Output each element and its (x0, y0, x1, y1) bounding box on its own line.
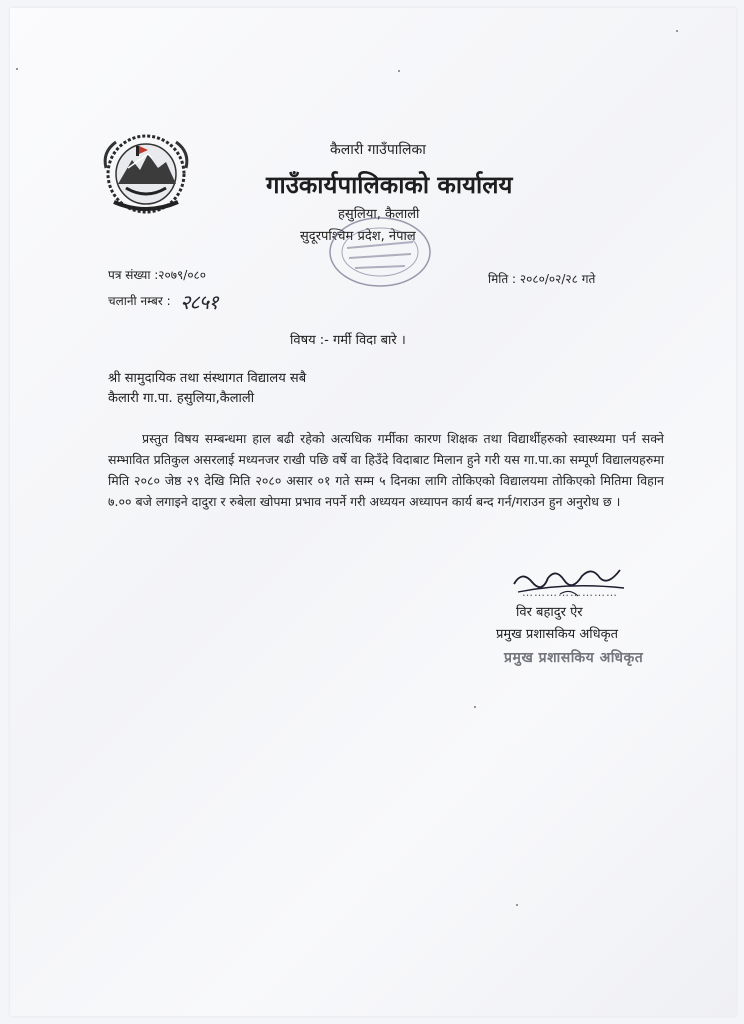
signature-dotted-line: …………………… (522, 586, 618, 599)
recipient-line1: श्री सामुदायिक तथा संस्थागत विद्यालय सबै (108, 371, 307, 386)
letter-date: मिति : २०८०/०२/२८ गते (488, 272, 596, 286)
office-title: गाउँकार्यपालिकाको कार्यालय (266, 171, 513, 199)
paper-speck (16, 68, 18, 70)
paper-speck (676, 30, 678, 32)
paper-speck (516, 904, 518, 906)
municipality-name: कैलारी गाउँपालिका (330, 142, 426, 158)
paper-speck (398, 70, 400, 72)
signatory-name: विर बहादुर ऐर (516, 605, 583, 620)
dispatch-number-label: चलानी नम्बर : (108, 294, 171, 308)
nepal-emblem-icon (96, 128, 196, 220)
letter-number: पत्र संख्या :२०७९/०८० (108, 268, 207, 282)
paper-speck (474, 706, 476, 708)
office-seal-stamp (325, 212, 435, 292)
office-address-line2: सुदूरपश्चिम प्रदेश, नेपाल (300, 229, 416, 244)
office-address-line1: हसुलिया, कैलाली (338, 207, 420, 222)
letter-body: प्रस्तुत विषय सम्बन्धमा हाल बढी रहेको अत्यधिक गर्मीका कारण शिक्षक तथा विद्यार्थीहरुको स्वास्थ्यमा पर्न सक्ने सम्भावित प्रतिकुल असरलाई मध्यनजर राखी पछि वर्षे वा हिउँदे विदाबाट मिलान हुने गरी यस गा.पा.का सम्पूर्ण विद्यालयहरुमा मिति २०८० जेष्ठ २९ देखि मिति २०८० असार ०१ गते सम्म ५ दिनका लागि तोकिएको विद्यालयमा तोकिएको मितिमा विहान ७.०० बजे लगाइने दादुरा र रुबेला खोपमा प्रभाव नपर्ने गरी अध्ययन अध्यापन कार्य बन्द गर्न/गराउन हुन अनुरोध छ । (108, 431, 664, 509)
letter-subject: विषय :- गर्मी विदा बारे । (290, 333, 406, 348)
dispatch-number-handwritten: २८५१ (180, 290, 218, 314)
designation-stamp: प्रमुख प्रशासकिय अधिकृत (504, 650, 644, 666)
signatory-designation: प्रमुख प्रशासकिय अधिकृत (496, 627, 619, 642)
recipient-line2: कैलारी गा.पा. हसुलिया,कैलाली (108, 391, 255, 406)
